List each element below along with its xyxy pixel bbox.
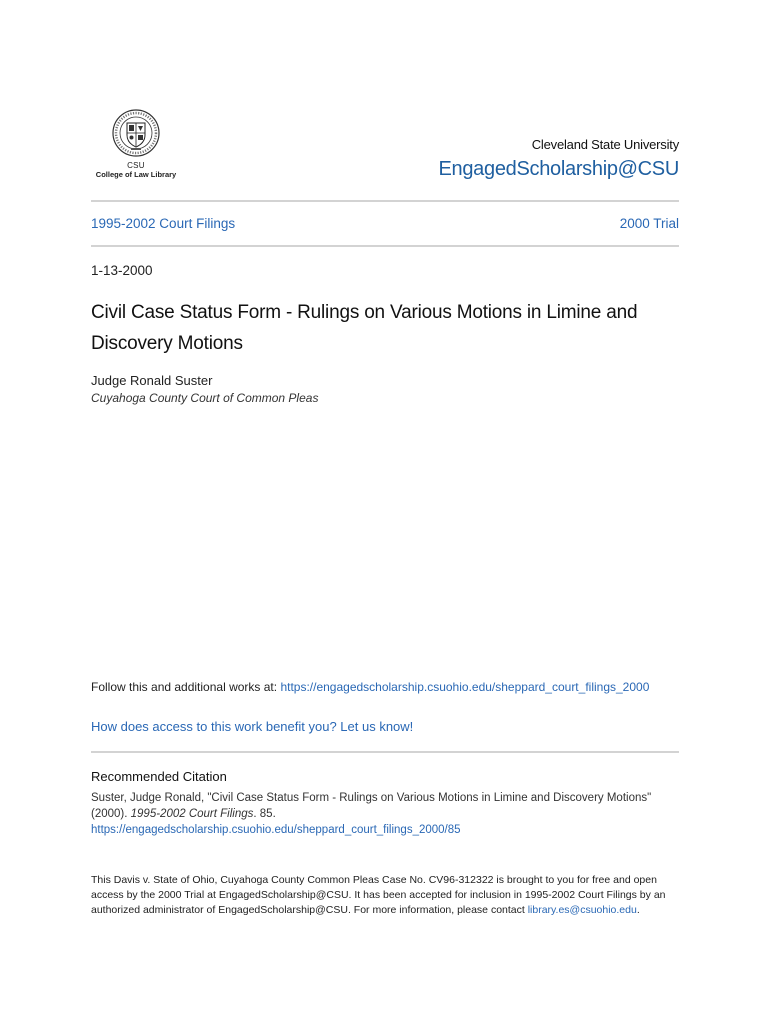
access-feedback-link[interactable]: How does access to this work benefit you? Let us know! [91, 719, 414, 734]
citation-number: . 85. [253, 808, 276, 820]
notice-end: . [636, 904, 640, 916]
citation-url-link[interactable]: https://engagedscholarship.csuohio.edu/sheppard_court_filings_2000/85 [91, 824, 461, 836]
citation-text [91, 790, 681, 838]
citation-heading: Recommended Citation [91, 769, 227, 784]
notice-text: This Davis v. State of Ohio, Cuyahoga County Common Pleas Case No. CV96-312322 is brought to you for free and open access by the 2000 Trial at EngagedScholarship@CSU. It has been accepted for inclusion in 1995-2002 Court Filings by an authorized administrator of EngagedScholarship@CSU. For more information, please contact [91, 874, 666, 916]
header-divider [91, 200, 679, 202]
document-date: 1-13-2000 [91, 263, 153, 278]
collection-link[interactable]: 1995-2002 Court Filings [91, 216, 236, 231]
document-title: Civil Case Status Form - Rulings on Various Motions in Limine and Discovery Motions [91, 302, 638, 354]
access-notice [91, 873, 681, 918]
university-seal-icon [111, 108, 161, 158]
library-logo [90, 108, 182, 179]
nav-divider [91, 245, 679, 247]
university-name: Cleveland State University [531, 137, 679, 152]
author-affiliation: Cuyahoga County Court of Common Pleas [91, 391, 319, 405]
follow-works-text [91, 677, 691, 697]
citation-source: 1995-2002 Court Filings [130, 808, 254, 820]
contact-email-link[interactable]: library.es@csuohio.edu [527, 904, 637, 916]
series-link[interactable]: 2000 Trial [619, 216, 679, 231]
citation-body: Suster, Judge Ronald, "Civil Case Status Form - Rulings on Various Motions in Limine and Discovery Motions" (2000). [91, 792, 652, 820]
citation-divider [91, 751, 679, 753]
logo-library-name: College of Law Library [95, 170, 177, 179]
repository-link[interactable]: EngagedScholarship@CSU [438, 158, 679, 180]
collection-url-link[interactable]: https://engagedscholarship.csuohio.edu/sheppard_court_filings_2000 [280, 680, 650, 694]
document-author: Judge Ronald Suster [91, 373, 213, 388]
logo-abbreviation: CSU [127, 161, 145, 170]
follow-prefix: Follow this and additional works at: [91, 680, 281, 694]
